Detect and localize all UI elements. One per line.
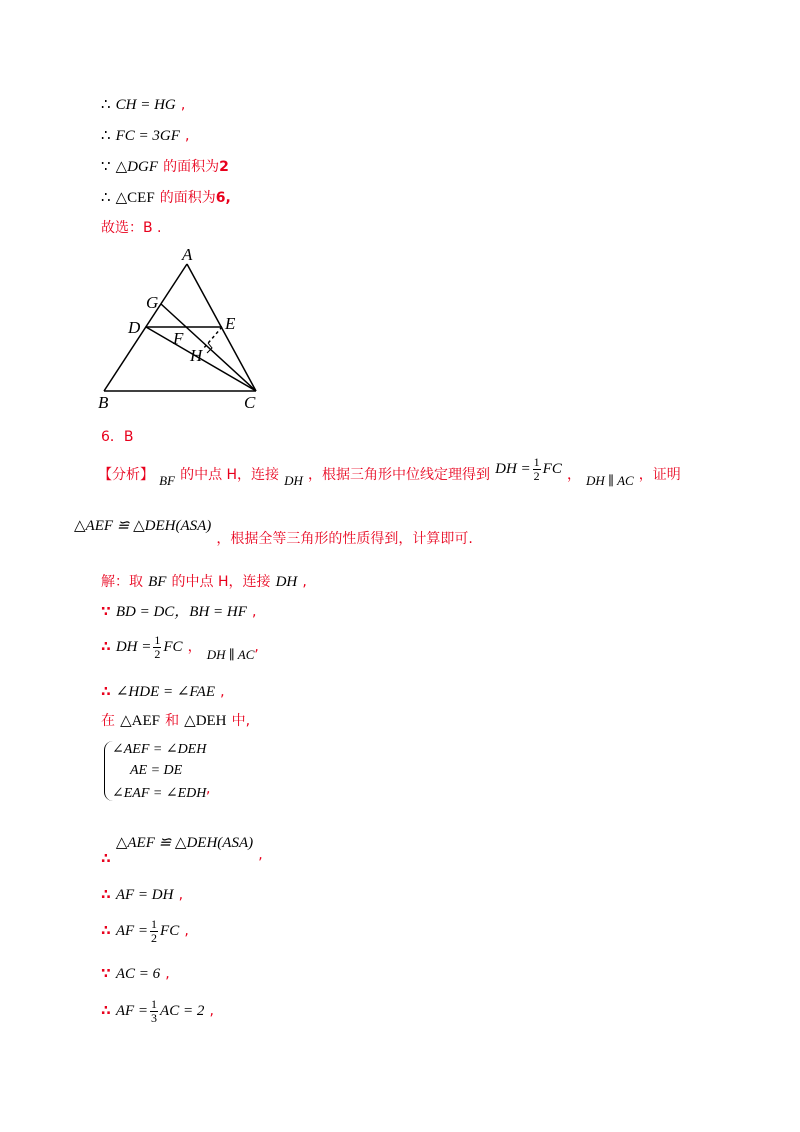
analysis-tag: 【分析】 bbox=[98, 466, 154, 483]
therefore-symbol: ∴ bbox=[101, 922, 111, 939]
text: 解：取 bbox=[101, 574, 143, 590]
solution-step-5 bbox=[101, 712, 250, 729]
solution-step-10 bbox=[101, 998, 214, 1025]
fraction: $\frac{1}{2}$ bbox=[151, 917, 158, 945]
math-dh-eq: DH = $\frac{1}{2}$ FC bbox=[495, 455, 562, 483]
punctuation: , bbox=[184, 922, 189, 939]
label-e: E bbox=[225, 314, 236, 333]
therefore-symbol: ∴ bbox=[101, 1002, 111, 1019]
label-c: C bbox=[244, 393, 256, 412]
punctuation: , bbox=[180, 97, 186, 113]
punctuation: , bbox=[254, 638, 259, 655]
fraction: $\frac{1}{3}$ bbox=[151, 997, 158, 1025]
label-h: H bbox=[190, 346, 203, 365]
math-triangle-aef: △AEF bbox=[120, 713, 160, 729]
text: 的中点 H，连接 bbox=[180, 466, 280, 483]
solution-line-ch-hg bbox=[101, 96, 185, 113]
text: ，证明 bbox=[638, 466, 681, 483]
solution-step-4 bbox=[101, 683, 225, 700]
text: ，根据全等三角形的性质得到，计算即可. bbox=[216, 531, 473, 547]
therefore-symbol: ∴ bbox=[101, 97, 111, 113]
punctuation: , bbox=[165, 966, 170, 982]
text: ，根据三角形中位线定理得到 bbox=[308, 466, 491, 483]
punctuation: , bbox=[178, 887, 184, 903]
text: 的面积为 bbox=[159, 190, 216, 206]
math-congruence: △AEF ≌ △DEH(ASA) bbox=[74, 518, 212, 534]
text: 在 bbox=[101, 713, 115, 729]
math-bf: BF bbox=[148, 574, 167, 590]
math-parallel: DH ∥ AC bbox=[206, 646, 255, 662]
math-af-eq: AF = $\frac{1}{3}$ AC = 2 bbox=[115, 997, 205, 1025]
system-row-2: AE = DE bbox=[130, 763, 183, 778]
solution-step-7 bbox=[101, 886, 183, 903]
solution-line-fc-3gf bbox=[101, 127, 189, 144]
math-expression: AC = 6 bbox=[115, 966, 161, 982]
math-expression: ∠HDE = ∠FAE bbox=[115, 684, 215, 700]
label-d: D bbox=[128, 318, 141, 337]
math-expression: FC = 3GF bbox=[115, 128, 180, 144]
solution-line-cef-area bbox=[101, 189, 231, 206]
math-parallel: DH ∥ AC bbox=[586, 472, 634, 488]
math-congruence: △AEF ≌ △DEH(ASA) bbox=[115, 835, 254, 851]
math-dh: DH bbox=[275, 574, 298, 590]
label-a: A bbox=[182, 245, 193, 264]
therefore-symbol: ∴ bbox=[101, 638, 111, 655]
fraction: $\frac{1}{2}$ bbox=[154, 633, 161, 661]
math-dh: DH bbox=[284, 472, 303, 488]
punctuation: , bbox=[185, 128, 190, 144]
label-g: G bbox=[146, 293, 159, 312]
text: 和 bbox=[165, 713, 180, 729]
question-number-answer: 6．B bbox=[101, 429, 134, 445]
math-expression: △CEF bbox=[115, 190, 155, 206]
because-symbol: ∵ bbox=[101, 604, 111, 620]
solution-step-6 bbox=[101, 834, 263, 867]
label-b: B bbox=[98, 393, 109, 412]
punctuation: , bbox=[258, 847, 263, 863]
math-expression: CH = HG bbox=[115, 97, 176, 113]
number: 2 bbox=[219, 159, 229, 175]
punctuation: , bbox=[220, 684, 225, 700]
because-symbol: ∵ bbox=[101, 966, 111, 982]
solution-step-3 bbox=[101, 634, 259, 661]
math-dh-eq: DH = $\frac{1}{2}$ FC bbox=[115, 633, 183, 661]
therefore-symbol: ∴ bbox=[101, 851, 111, 867]
math-expression: △DGF bbox=[115, 159, 159, 175]
text: 的中点 H，连接 bbox=[171, 574, 271, 590]
therefore-symbol: ∴ bbox=[101, 128, 111, 144]
choice-answer: 故选：B . bbox=[101, 220, 162, 236]
text: 中, bbox=[231, 713, 251, 729]
because-symbol: ∵ bbox=[101, 159, 111, 175]
solution-line-dgf-area bbox=[101, 158, 229, 175]
punctuation: , bbox=[206, 781, 211, 797]
separator: ， bbox=[566, 466, 581, 483]
label-f: F bbox=[173, 329, 184, 348]
math-af-eq: AF = $\frac{1}{2}$ FC bbox=[115, 917, 180, 945]
punctuation: , bbox=[209, 1002, 214, 1019]
math-bf: BF bbox=[159, 472, 175, 488]
fraction: $\frac{1}{2}$ bbox=[533, 455, 540, 483]
therefore-symbol: ∴ bbox=[101, 887, 111, 903]
analysis-line-2 bbox=[74, 518, 473, 547]
solution-step-8 bbox=[101, 918, 189, 945]
math-expression: AF = DH bbox=[115, 887, 174, 903]
math-expression: BD = DC，BH = HF bbox=[115, 604, 247, 620]
text: 的面积为 bbox=[163, 159, 220, 175]
number: 6, bbox=[215, 190, 231, 206]
punctuation: , bbox=[252, 604, 257, 620]
separator: ， bbox=[187, 638, 202, 655]
solution-step-2 bbox=[101, 603, 256, 620]
punctuation: , bbox=[302, 574, 307, 590]
analysis-line-1 bbox=[98, 455, 681, 489]
solution-step-1 bbox=[101, 573, 307, 590]
therefore-symbol: ∴ bbox=[101, 190, 111, 206]
system-row-3: ∠EAF = ∠EDH bbox=[112, 786, 207, 801]
triangle-figure bbox=[90, 240, 280, 415]
solution-step-9 bbox=[101, 965, 170, 982]
system-row-1: ∠AEF = ∠DEH bbox=[112, 742, 207, 757]
math-triangle-deh: △DEH bbox=[184, 713, 227, 729]
segment-eh-dashed bbox=[203, 327, 222, 349]
therefore-symbol: ∴ bbox=[101, 684, 111, 700]
